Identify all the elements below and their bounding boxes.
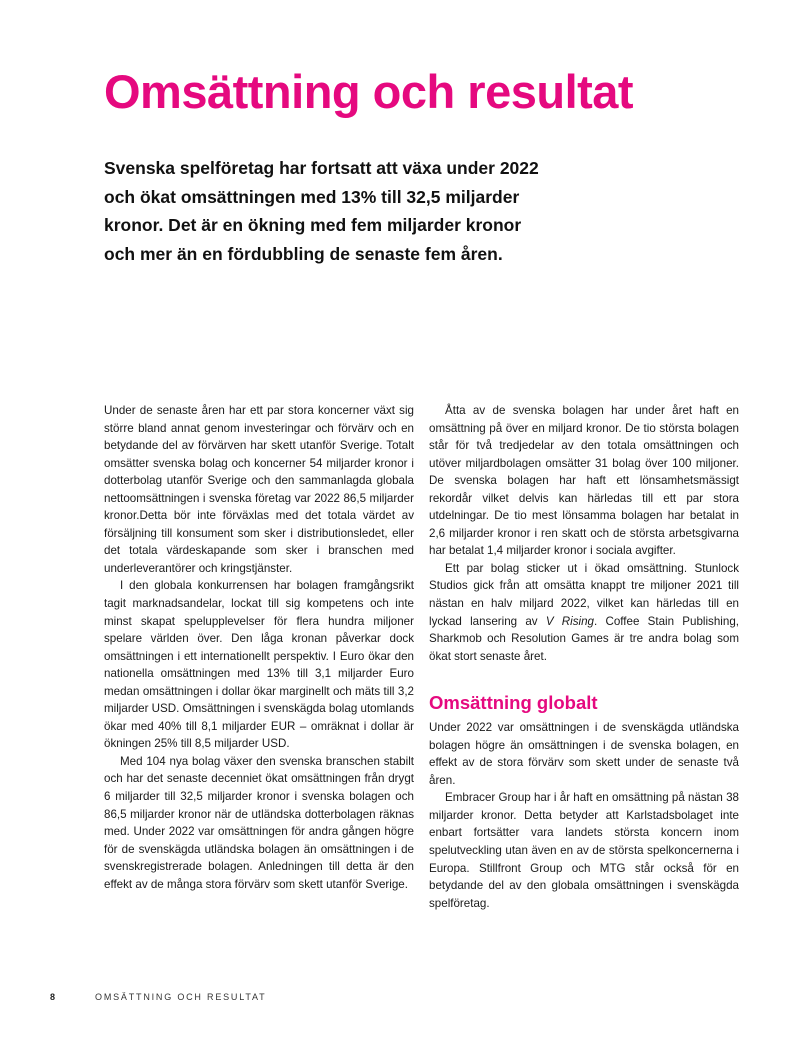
body-paragraph: I den globala konkurrensen har bolagen framgångsrikt tagit marknadsandelar, lockat till sig kompetens och inte minst skapat spelupplevelser för flera hundra miljoner spelare världen över. Den låga kronan påverkar dock omsättningen i ett internationellt perspektiv. I Euro ökar den nationella omsättningen med 13% till 3,1 miljarder Euro medan omsättningen i dollar ökar marginellt och mäts till 3,2 miljarder USD. Omsättningen i svenskägda bolag utomlands ökar med 40% till 8,1 miljarder EUR – omräknat i dollar är ökningen 25% till 8,5 miljarder USD.	[104, 579, 414, 751]
page-title: Omsättning och resultat	[104, 65, 634, 118]
lead-paragraph	[104, 154, 554, 268]
lead-line: och ökat omsättningen med 13% till 32,5 miljarder	[104, 186, 520, 207]
body-column-left	[104, 402, 414, 893]
body-paragraph: Under 2022 var omsättningen i de svenskägda utländska bolagen högre än omsättningen i de svenska bolagen, en effekt av de stora förvärv som skett under de senaste två åren.	[429, 721, 739, 787]
body-paragraph: Åtta av de svenska bolagen har under året haft en omsättning på över en miljard kronor. De tio största bolagen står för två tredjedelar av den totala omsättningen och utöver miljardbolagen omsätter 31 bolag över 100 miljoner. De svenska bolagen har haft ett lönsamhetsmässigt rekordår vilket delvis kan härledas till ett par stora utdelningar. De tio mest lönsamma bolagen har betalat in 2,6 miljarder kronor i ren skatt och de största arbetsgivarna har betalat 1,4 miljarder kronor i sociala avgifter.	[429, 404, 739, 558]
body-paragraph: Under de senaste åren har ett par stora koncerner växt sig större bland annat genom investeringar och förvärv och en betydande del av förvärven har skett utanför Sverige. Totalt omsätter svenska bolag och koncerner 54 miljarder kronor i dotterbolag utanför Sverige och den sammanlagda globala nettoomsättningen i svenska företag var 2022 86,5 miljarder kronor.Detta bör inte förväxlas med det totala värdet av försäljning till konsument som sker i distributionsledet, eller det totala värdeskapande som sker i branschen med underleverantörer och kringstjänster.	[104, 404, 414, 575]
body-paragraph: Med 104 nya bolag växer den svenska branschen stabilt och har det senaste decenniet ökat omsättningen från drygt 6 miljarder till 32,5 miljarder kronor i svenska bolagen och 86,5 miljarder kronor när de utländska dotterbolagen räknas med. Under 2022 var omsättningen för andra gången högre för de svenskägda utländska bolagen än omsättningen i de svenskregistrerade bolagen. Anledningen till detta är den effekt av de många stora förvärv som skett utanför Sverige.	[104, 754, 414, 891]
lead-line: och mer än en fördubbling de senaste fem åren.	[104, 243, 503, 264]
page-number: 8	[50, 992, 56, 1002]
body-text: . Coffee Stain Publishing, Sharkmob och Resolution Games är tre andra bolag som ökat stort senaste året.	[429, 614, 739, 663]
body-column-right	[429, 402, 739, 912]
game-title: V Rising	[545, 614, 595, 628]
lead-line: kronor. Det är en ökning med fem miljarder kronor	[104, 215, 522, 235]
lead-line: Svenska spelföretag har fortsatt att växa under 2022	[104, 158, 539, 178]
running-title: OMSÄTTNING OCH RESULTAT	[95, 992, 267, 1002]
body-paragraph	[429, 560, 739, 665]
page-footer	[50, 992, 266, 1002]
body-text: Ett par bolag sticker ut i ökad omsättning. Stunlock Studios gick från att omsätta knappt tre miljoner 2021 till nästan en halv miljard 2022, vilket kan härledas till en lyckad lansering av	[429, 561, 739, 628]
body-paragraph: Embracer Group har i år haft en omsättning på nästan 38 miljarder kronor. Detta betyder att Karlstadsbolaget inte enbart fortsätter vara landets största koncern inom spelutveckling utan även en av de största spelkoncernerna i Europa. Stillfront Group och MTG står också för en betydande del av den globala omsättningen i svenskägda spelföretag.	[429, 791, 739, 910]
section-heading: Omsättning globalt	[429, 692, 598, 714]
